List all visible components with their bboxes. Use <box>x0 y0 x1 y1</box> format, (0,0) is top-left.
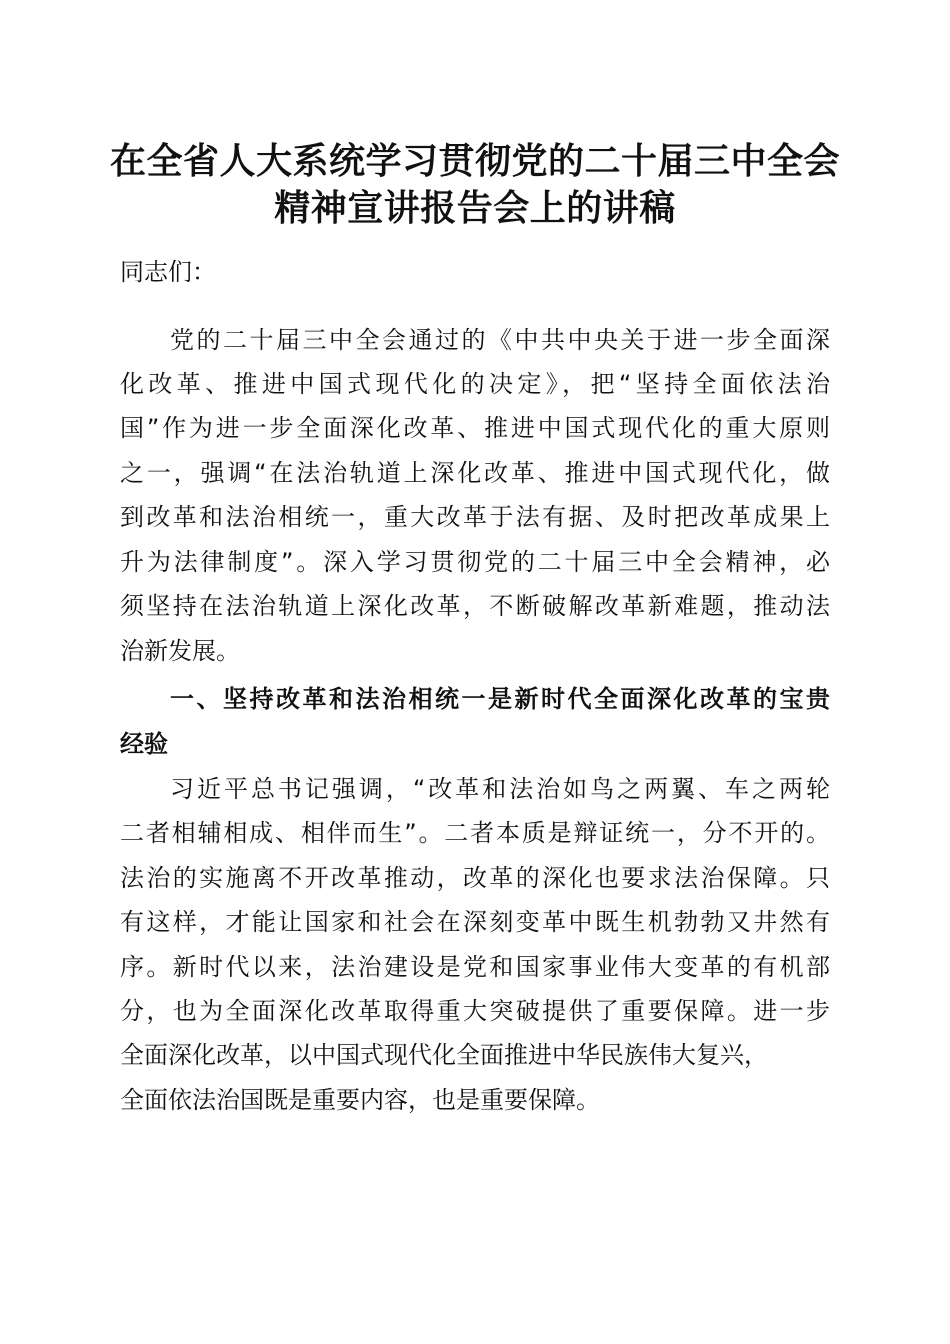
paragraph-1-line: 治新发展。 <box>120 637 240 665</box>
paragraph-2-line: 分，也为全面深化改革取得重大突破提供了重要保障。进一步 <box>120 997 830 1025</box>
section-heading-line: 经验 <box>120 730 168 758</box>
paragraph-2-line: 全面依法治国既是重要内容，也是重要保障。 <box>120 1086 600 1114</box>
paragraph-2-line: 法治的实施离不开改革推动，改革的深化也要求法治保障。只 <box>120 864 830 892</box>
paragraph-2-line: 序。新时代以来，法治建设是党和国家事业伟大变革的有机部 <box>120 953 830 981</box>
paragraph-2-line: 二者相辅相成、相伴而生”。二者本质是辩证统一，分不开的。 <box>120 819 830 847</box>
paragraph-2-line: 有这样，才能让国家和社会在深刻变革中既生机勃勃又井然有 <box>120 908 830 936</box>
document-title-line-2: 精神宣讲报告会上的讲稿 <box>274 187 676 229</box>
paragraph-2-line: 全面深化改革，以中国式现代化全面推进中华民族伟大复兴， <box>120 1041 768 1069</box>
section-heading-line: 一、坚持改革和法治相统一是新时代全面深化改革的宝贵 <box>170 685 830 713</box>
paragraph-1-line: 之一，强调“在法治轨道上深化改革、推进中国式现代化，做 <box>120 459 830 487</box>
document-title-line-1: 在全省人大系统学习贯彻党的二十届三中全会 <box>109 140 840 182</box>
paragraph-1-line: 国”作为进一步全面深化改革、推进中国式现代化的重大原则 <box>120 414 830 442</box>
paragraph-1-line: 升为法律制度”。深入学习贯彻党的二十届三中全会精神，必 <box>120 548 830 576</box>
paragraph-1-line: 化改革、推进中国式现代化的决定》，把“坚持全面依法治 <box>120 370 830 398</box>
paragraph-2-line: 习近平总书记强调，“改革和法治如鸟之两翼、车之两轮 <box>170 775 830 803</box>
paragraph-1-line: 党的二十届三中全会通过的《中共中央关于进一步全面深 <box>170 326 830 354</box>
paragraph-1-line: 须坚持在法治轨道上深化改革，不断破解改革新难题，推动法 <box>120 592 830 620</box>
greeting: 同志们： <box>120 258 216 286</box>
paragraph-1-line: 到改革和法治相统一，重大改革于法有据、及时把改革成果上 <box>120 503 830 531</box>
